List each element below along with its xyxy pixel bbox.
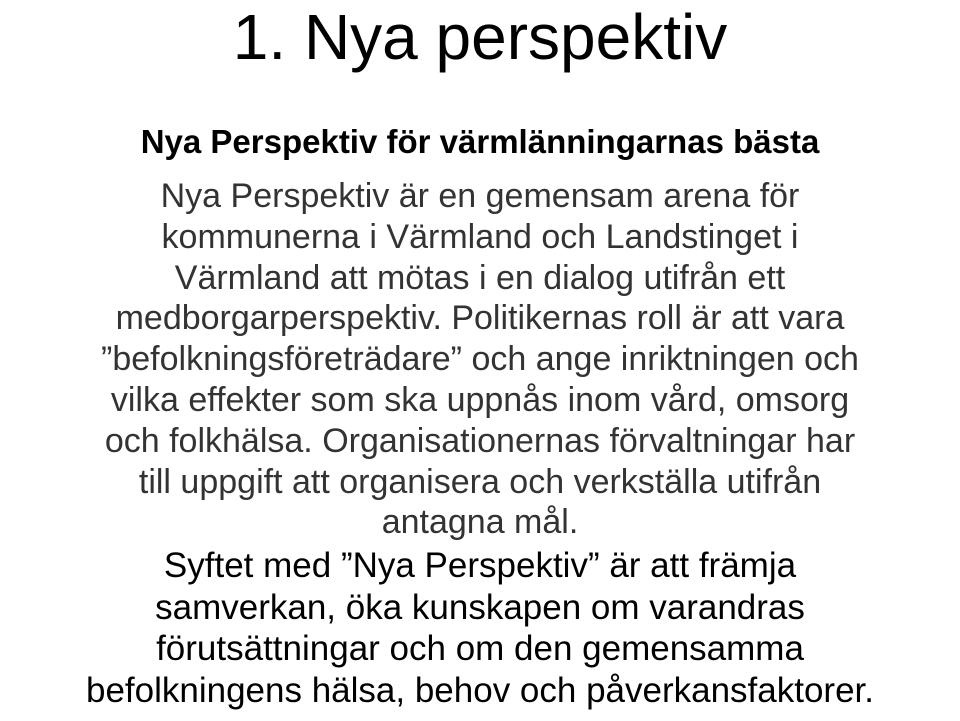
intro-line: ”befolkningsföreträdare” och ange inriktningen och xyxy=(101,340,859,379)
purpose-line: samverkan, öka kunskapen om varandras xyxy=(155,587,805,627)
purpose-paragraph xyxy=(0,545,960,711)
intro-paragraph xyxy=(0,176,960,543)
slide-subtitle: Nya Perspektiv för värmlänningarnas bästa xyxy=(140,123,820,160)
purpose-line: Syftet med ”Nya Perspektiv” är att främja xyxy=(163,546,797,585)
slide-title: 1. Nya perspektiv xyxy=(232,1,728,73)
intro-line: Värmland att mötas i en dialog utifrån ett xyxy=(174,258,786,297)
intro-line: medborgarperspektiv. Politikernas roll är att vara xyxy=(115,299,845,338)
intro-line: och folkhälsa. Organisationernas förvaltningar har xyxy=(104,421,856,460)
intro-line: antagna mål. xyxy=(381,503,579,542)
purpose-line: förutsättningar och om den gemensamma xyxy=(156,629,804,668)
intro-line: till uppgift att organisera och verkställa utifrån xyxy=(138,462,822,501)
purpose-line: befolkningens hälsa, behov och påverkansfaktorer. xyxy=(85,670,874,710)
intro-line: vilka effekter som ska uppnås inom vård, omsorg xyxy=(110,380,850,419)
intro-line: kommunerna i Värmland och Landstinget i xyxy=(161,217,799,256)
intro-line: Nya Perspektiv är en gemensam arena för xyxy=(160,177,800,215)
